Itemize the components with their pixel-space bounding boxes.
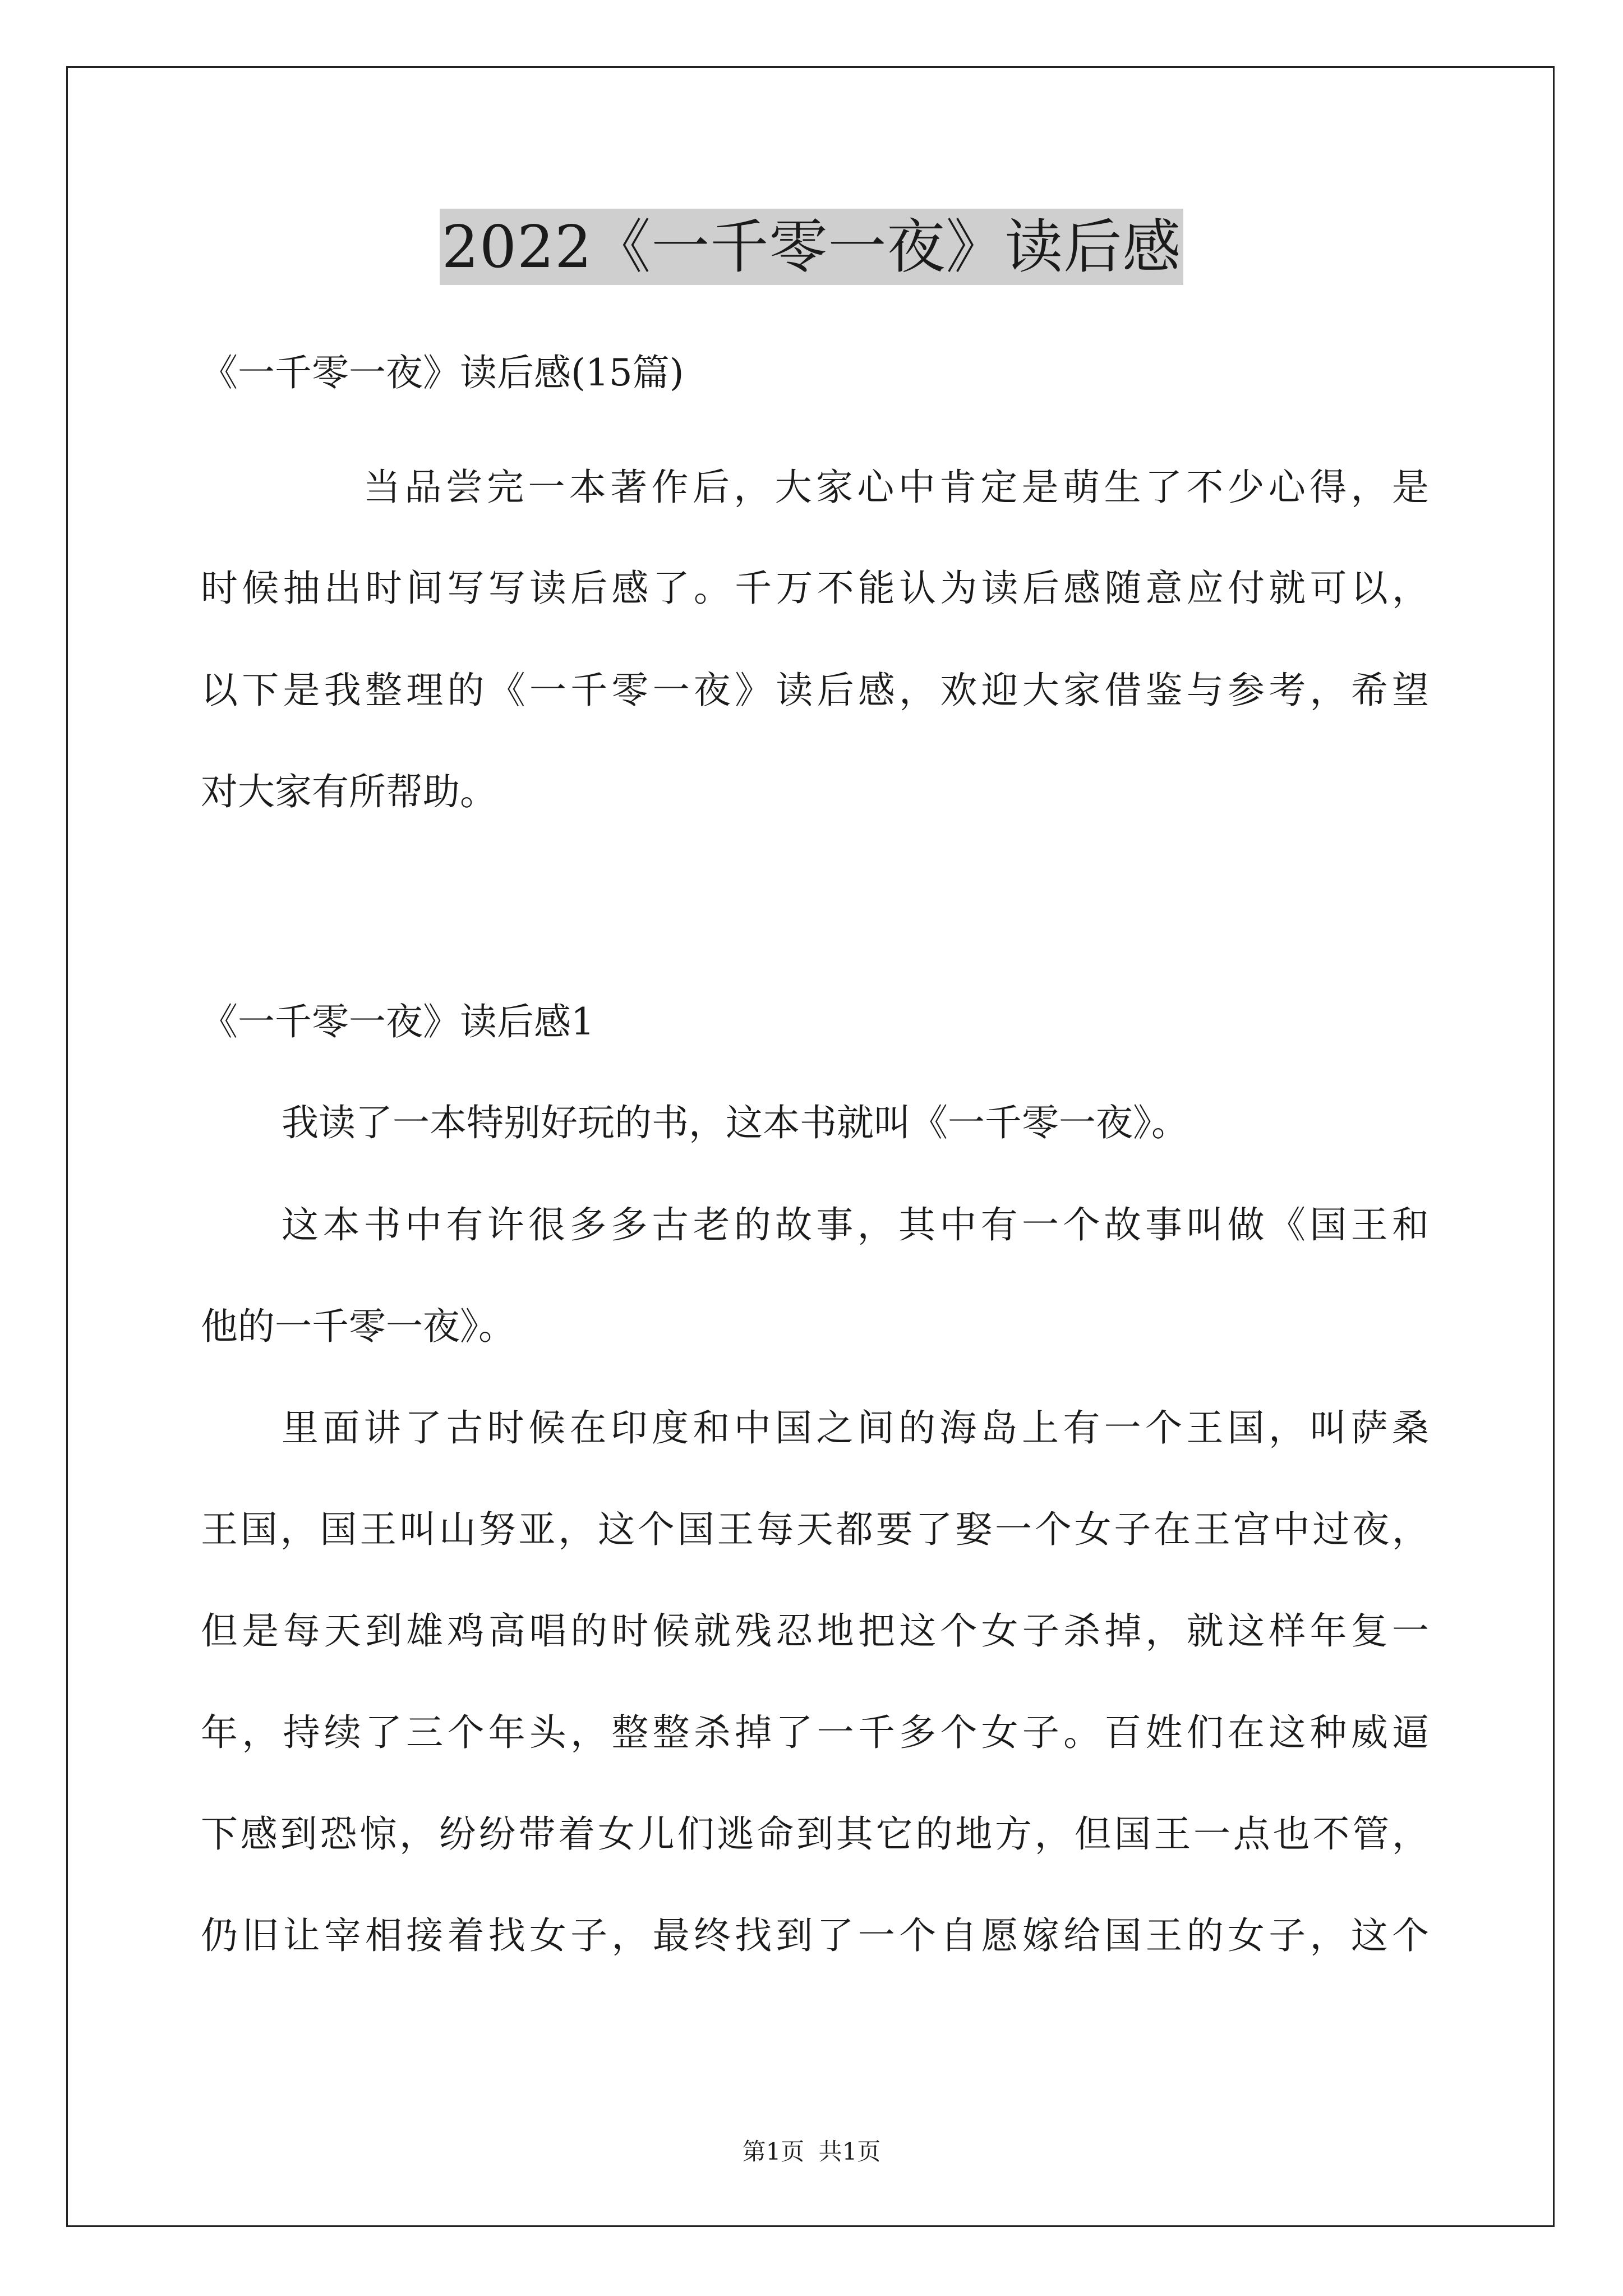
paragraph-3-line-2: 王国，国王叫山努亚，这个国王每天都要了娶一个女子在王宫中过夜， xyxy=(201,1508,1429,1551)
paragraph-3-line-1: 里面讲了古时候在印度和中国之间的海岛上有一个王国，叫萨桑 xyxy=(282,1406,1429,1450)
paragraph-1: 我读了一本特别好玩的书，这本书就叫《一千零一夜》。 xyxy=(282,1101,1188,1144)
page-number: 第1页 xyxy=(742,2138,805,2165)
page-total: 共1页 xyxy=(818,2138,881,2165)
document-subtitle: 《一千零一夜》读后感(15篇) xyxy=(201,351,684,394)
intro-line-3: 以下是我整理的《一千零一夜》读后感，欢迎大家借鉴与参考，希望 xyxy=(201,669,1429,712)
paragraph-3-line-4: 年，持续了三个年头，整整杀掉了一千多个女子。百姓们在这种威逼 xyxy=(201,1711,1429,1754)
paragraph-3-line-5: 下感到恐惊，纷纷带着女儿们逃命到其它的地方，但国王一点也不管， xyxy=(201,1812,1429,1856)
section-heading: 《一千零一夜》读后感1 xyxy=(201,1000,594,1043)
paragraph-3-line-6: 仍旧让宰相接着找女子，最终找到了一个自愿嫁给国王的女子，这个 xyxy=(201,1914,1429,1957)
paragraph-3-line-3: 但是每天到雄鸡高唱的时候就残忍地把这个女子杀掉，就这样年复一 xyxy=(201,1609,1429,1653)
page-footer xyxy=(0,2136,1623,2168)
document-title: 2022《一千零一夜》读后感 xyxy=(440,209,1184,285)
intro-line-4: 对大家有所帮助。 xyxy=(201,770,497,813)
title-container xyxy=(0,209,1623,285)
paragraph-2-line-1: 这本书中有许很多多古老的故事，其中有一个故事叫做《国王和 xyxy=(282,1203,1429,1246)
intro-line-1: 当品尝完一本著作后，大家心中肯定是萌生了不少心得，是 xyxy=(363,466,1429,509)
intro-line-2: 时候抽出时间写写读后感了。千万不能认为读后感随意应付就可以， xyxy=(201,567,1429,610)
paragraph-2-line-2: 他的一千零一夜》。 xyxy=(201,1305,515,1348)
